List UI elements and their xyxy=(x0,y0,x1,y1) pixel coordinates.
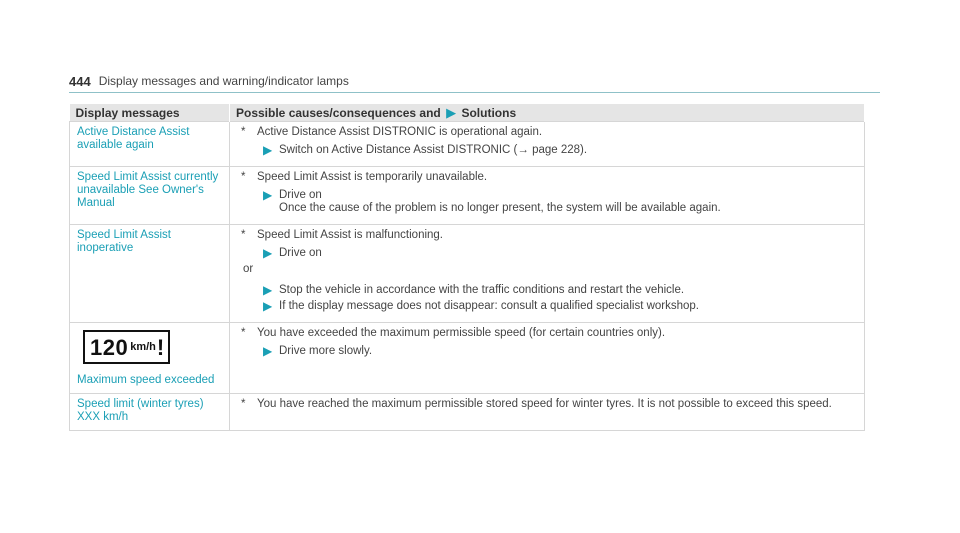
solution-cell xyxy=(230,167,865,225)
cause-text: Speed Limit Assist is temporarily unavailable. xyxy=(257,171,488,183)
action-arrow-icon: ▶ xyxy=(263,246,273,260)
action-arrow-icon: ▶ xyxy=(263,188,273,202)
action-arrow-icon: ▶ xyxy=(263,299,273,313)
action-text: Stop the vehicle in accordance with the traffic conditions and restart the vehicle. xyxy=(279,284,685,296)
bullet-marker: * xyxy=(241,398,246,410)
action-item xyxy=(263,300,857,313)
speed-limit-warning-icon xyxy=(83,330,170,364)
bullet-marker: * xyxy=(241,327,246,339)
action-arrow-icon: ▶ xyxy=(263,283,273,297)
message-text: Maximum speed exceeded xyxy=(77,374,215,386)
bullet-marker: * xyxy=(241,171,246,183)
message-cell xyxy=(70,323,230,394)
solution-arrow-icon: ▶ xyxy=(446,104,457,120)
solution-cell xyxy=(230,122,865,167)
cause-text: Speed Limit Assist is malfunctioning. xyxy=(257,229,444,241)
action-item xyxy=(263,247,857,260)
cause-text: You have reached the maximum permissible stored speed for winter tyres. It is not possible to exceed this speed. xyxy=(257,398,832,410)
solution-cell xyxy=(230,323,865,394)
table-row xyxy=(70,225,865,323)
display-messages-table xyxy=(69,104,865,431)
action-note: Once the cause of the problem is no longer present, the system will be available again. xyxy=(279,202,721,214)
table-row xyxy=(70,394,865,431)
solution-cell xyxy=(230,225,865,323)
bullet-marker: * xyxy=(241,229,246,241)
exclamation-icon: ! xyxy=(156,335,165,360)
table-row xyxy=(70,323,865,394)
action-item xyxy=(263,189,857,215)
action-arrow-icon: ▶ xyxy=(263,143,273,157)
cause-text: Active Distance Assist DISTRONIC is operational again. xyxy=(257,126,543,138)
action-text: Drive more slowly. xyxy=(279,345,373,357)
message-text: Speed limit (winter tyres) XXX km/h xyxy=(70,394,230,431)
page-title: Display messages and warning/indicator lamps xyxy=(98,74,349,88)
action-item xyxy=(263,284,857,297)
action-item xyxy=(263,345,857,358)
message-text: Active Distance Assist available again xyxy=(70,122,230,167)
solution-cell xyxy=(230,394,865,431)
speed-value: 120 xyxy=(90,335,129,360)
action-text: If the display message does not disappear: consult a qualified specialist workshop. xyxy=(279,300,699,312)
bullet-marker: * xyxy=(241,126,246,138)
action-text: Switch on Active Distance Assist DISTRONIC (→ page 228). xyxy=(279,144,588,156)
speed-unit: km/h xyxy=(130,341,156,353)
col-header-causes-solutions: Possible causes/consequences and ▶ Solutions xyxy=(230,104,865,122)
table-row xyxy=(70,122,865,167)
action-text: Drive on xyxy=(279,189,322,201)
page-header xyxy=(69,70,880,93)
col-header-display-messages: Display messages xyxy=(70,104,230,122)
message-text: Speed Limit Assist currently unavailable See Owner's Manual xyxy=(70,167,230,225)
message-text: Speed Limit Assist inoperative xyxy=(70,225,230,323)
page-number: 444 xyxy=(69,73,91,89)
table-header-row xyxy=(70,104,865,122)
table-row xyxy=(70,167,865,225)
action-arrow-icon: ▶ xyxy=(263,344,273,358)
or-separator: or xyxy=(243,263,254,275)
action-item xyxy=(263,144,857,157)
action-text: Drive on xyxy=(279,247,322,259)
cause-text: You have exceeded the maximum permissible speed (for certain countries only). xyxy=(257,327,666,339)
